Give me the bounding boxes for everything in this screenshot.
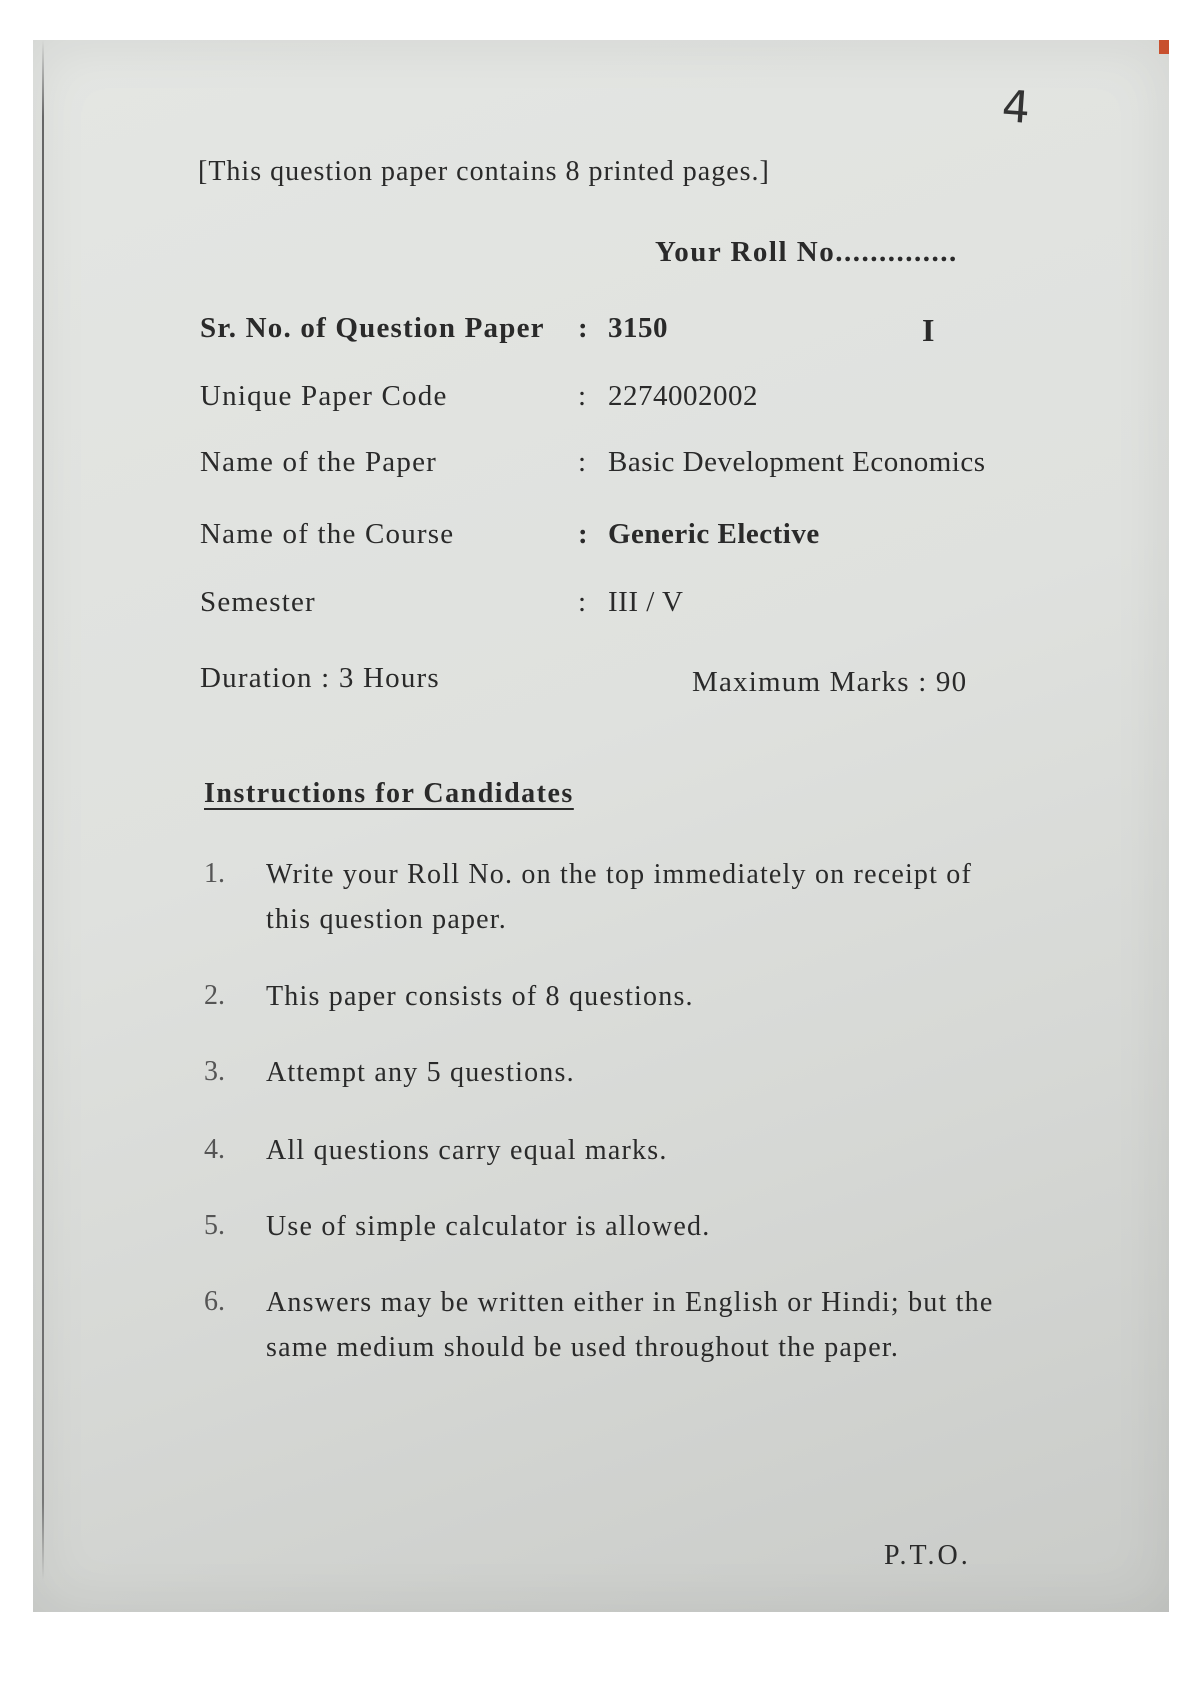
sr-no-colon: : (578, 312, 588, 344)
page-corner-mark (1159, 40, 1169, 54)
maximum-marks: Maximum Marks : 90 (692, 666, 968, 698)
instruction-number: 4. (204, 1134, 225, 1165)
instruction-number: 6. (204, 1286, 225, 1317)
pages-note: [This question paper contains 8 printed pages.] (198, 156, 770, 187)
course-name-colon: : (578, 518, 588, 550)
course-name-value: Generic Elective (608, 518, 820, 550)
handwritten-page-number: 4 (1000, 81, 1032, 134)
instruction-text: Write your Roll No. on the top immediately on receipt of this question paper. (266, 859, 973, 935)
duration: Duration : 3 Hours (200, 662, 440, 694)
semester-value: III / V (608, 586, 684, 618)
paper-name-colon: : (578, 446, 587, 478)
instruction-number: 2. (204, 980, 225, 1011)
instruction-text: Attempt any 5 questions. (266, 1057, 575, 1088)
paper-code-value: 2274002002 (608, 380, 758, 412)
paper-name-label: Name of the Paper (200, 446, 438, 478)
sr-no-value: 3150 (608, 312, 668, 344)
instruction-number: 3. (204, 1056, 225, 1087)
scanned-page (33, 40, 1169, 1612)
course-name-label: Name of the Course (200, 518, 455, 550)
paper-name-value: Basic Development Economics (608, 446, 986, 478)
sr-no-label: Sr. No. of Question Paper (200, 312, 545, 344)
binding-line (42, 40, 44, 1580)
paper-code-colon: : (578, 380, 587, 412)
semester-label: Semester (200, 586, 316, 618)
paper-code-label: Unique Paper Code (200, 380, 448, 412)
please-turn-over: P.T.O. (884, 1540, 971, 1571)
semester-colon: : (578, 586, 587, 618)
instructions-heading: Instructions for Candidates (204, 778, 574, 809)
instruction-number: 1. (204, 858, 225, 889)
instruction-text: All questions carry equal marks. (266, 1135, 668, 1166)
instruction-text: Answers may be written either in English or Hindi; but the same medium should be used throughout the paper. (266, 1287, 994, 1363)
instruction-number: 5. (204, 1210, 225, 1241)
roll-number-field: Your Roll No.............. (655, 236, 958, 268)
instruction-text: Use of simple calculator is allowed. (266, 1211, 711, 1242)
set-letter: I (922, 312, 935, 348)
instruction-text: This paper consists of 8 questions. (266, 981, 694, 1012)
